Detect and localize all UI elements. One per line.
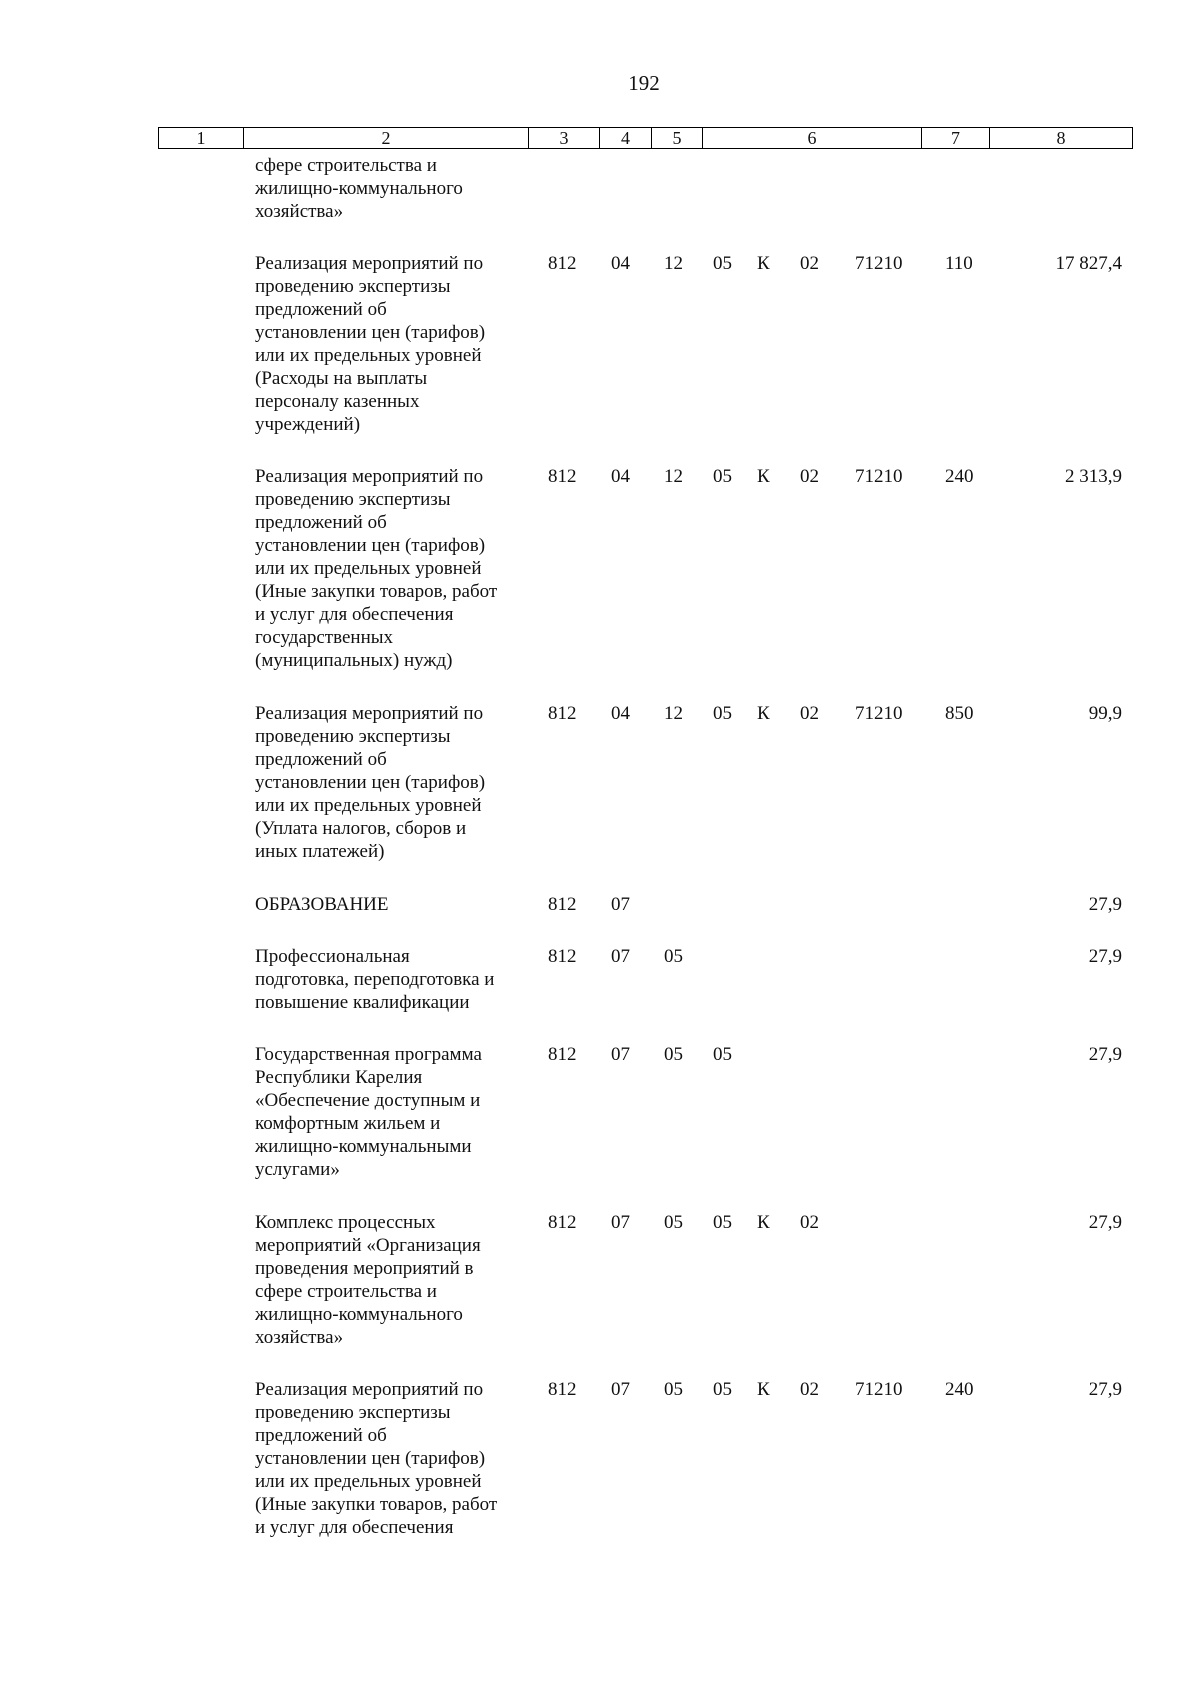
- row-amount: 99,9: [1088, 703, 1122, 724]
- header-col-3: 3: [529, 128, 600, 148]
- header-col-2: 2: [244, 128, 529, 148]
- row-program-code: 05: [713, 703, 732, 724]
- header-col-8: 8: [1056, 128, 1066, 148]
- row-code-section: 07: [611, 946, 630, 967]
- row-code-admin: 812: [548, 894, 577, 915]
- row-code-admin: 812: [548, 466, 577, 487]
- row-expense-type: 850: [945, 703, 974, 724]
- row-code-section: 07: [611, 1379, 630, 1400]
- row-amount: 2 313,9: [1065, 466, 1122, 487]
- row-code-section: 04: [611, 466, 630, 487]
- row-amount: 27,9: [1088, 1044, 1122, 1065]
- row-program-type: К: [757, 1379, 770, 1400]
- row-code-admin: 812: [548, 1212, 577, 1233]
- row-name: Реализация мероприятий по проведению экспертизы предложений об установлении цен (тарифов) или их предельных уровней (Расходы на выплаты персоналу казенных учреждений): [255, 253, 486, 435]
- row-name: Комплекс процессных мероприятий «Организация проведения мероприятий в сфере строительства и жилищно-коммунального хозяйства»: [255, 1212, 481, 1348]
- row-program-structure: 02: [800, 253, 819, 274]
- row-program-type: К: [757, 1212, 770, 1233]
- row-program-direction: 71210: [855, 1379, 903, 1400]
- row-code-admin: 812: [548, 1044, 577, 1065]
- row-program-type: К: [757, 253, 770, 274]
- header-col-1: 1: [159, 128, 244, 148]
- row-code-subsection: 05: [664, 1044, 683, 1065]
- row-program-code: 05: [713, 466, 732, 487]
- row-code-section: 07: [611, 894, 630, 915]
- row-amount: 27,9: [1088, 1212, 1122, 1233]
- row-amount: 27,9: [1088, 1379, 1122, 1400]
- header-col-7: 7: [922, 128, 990, 148]
- row-program-structure: 02: [800, 466, 819, 487]
- row-code-subsection: 05: [664, 1212, 683, 1233]
- row-program-structure: 02: [800, 703, 819, 724]
- row-program-type: К: [757, 466, 770, 487]
- row-expense-type: 110: [945, 253, 973, 274]
- header-col-6: 6: [703, 128, 922, 148]
- row-name: сфере строительства и жилищно-коммунального хозяйства»: [255, 155, 463, 222]
- row-name: ОБРАЗОВАНИЕ: [255, 894, 389, 915]
- row-code-subsection: 12: [664, 703, 683, 724]
- row-code-subsection: 05: [664, 1379, 683, 1400]
- row-name: Государственная программа Республики Карелия «Обеспечение доступным и комфортным жильем и жилищно-коммунальными услугами»: [255, 1044, 482, 1180]
- row-code-section: 07: [611, 1044, 630, 1065]
- row-code-subsection: 12: [664, 466, 683, 487]
- row-code-subsection: 05: [664, 946, 683, 967]
- row-code-admin: 812: [548, 253, 577, 274]
- table-header: [158, 127, 1133, 149]
- row-name: Реализация мероприятий по проведению экспертизы предложений об установлении цен (тарифов) или их предельных уровней (Иные закупки товаров, работ и услуг для обеспечения государственных (муниципальных) нужд): [255, 466, 498, 671]
- row-code-admin: 812: [548, 946, 577, 967]
- row-program-code: 05: [713, 1044, 732, 1065]
- row-code-admin: 812: [548, 703, 577, 724]
- row-program-direction: 71210: [855, 703, 903, 724]
- row-program-code: 05: [713, 1212, 732, 1233]
- row-name: Реализация мероприятий по проведению экспертизы предложений об установлении цен (тарифов) или их предельных уровней (Иные закупки товаров, работ и услуг для обеспечения: [255, 1379, 498, 1538]
- row-name: Профессиональная подготовка, переподготовка и повышение квалификации: [255, 946, 495, 1013]
- row-amount: 17 827,4: [1055, 253, 1122, 274]
- row-program-direction: 71210: [855, 253, 903, 274]
- row-program-structure: 02: [800, 1212, 819, 1233]
- row-code-admin: 812: [548, 1379, 577, 1400]
- row-code-section: 04: [611, 703, 630, 724]
- row-program-type: К: [757, 703, 770, 724]
- header-col-4: 4: [600, 128, 652, 148]
- row-code-subsection: 12: [664, 253, 683, 274]
- row-program-structure: 02: [800, 1379, 819, 1400]
- row-amount: 27,9: [1088, 946, 1122, 967]
- row-name: Реализация мероприятий по проведению экспертизы предложений об установлении цен (тарифов) или их предельных уровней (Уплата налогов, сборов и иных платежей): [255, 703, 486, 862]
- page-number: 192: [628, 71, 660, 95]
- row-program-code: 05: [713, 1379, 732, 1400]
- header-col-5: 5: [652, 128, 703, 148]
- row-amount: 27,9: [1088, 894, 1122, 915]
- row-code-section: 07: [611, 1212, 630, 1233]
- row-program-code: 05: [713, 253, 732, 274]
- row-code-section: 04: [611, 253, 630, 274]
- row-expense-type: 240: [945, 1379, 974, 1400]
- row-expense-type: 240: [945, 466, 974, 487]
- row-program-direction: 71210: [855, 466, 903, 487]
